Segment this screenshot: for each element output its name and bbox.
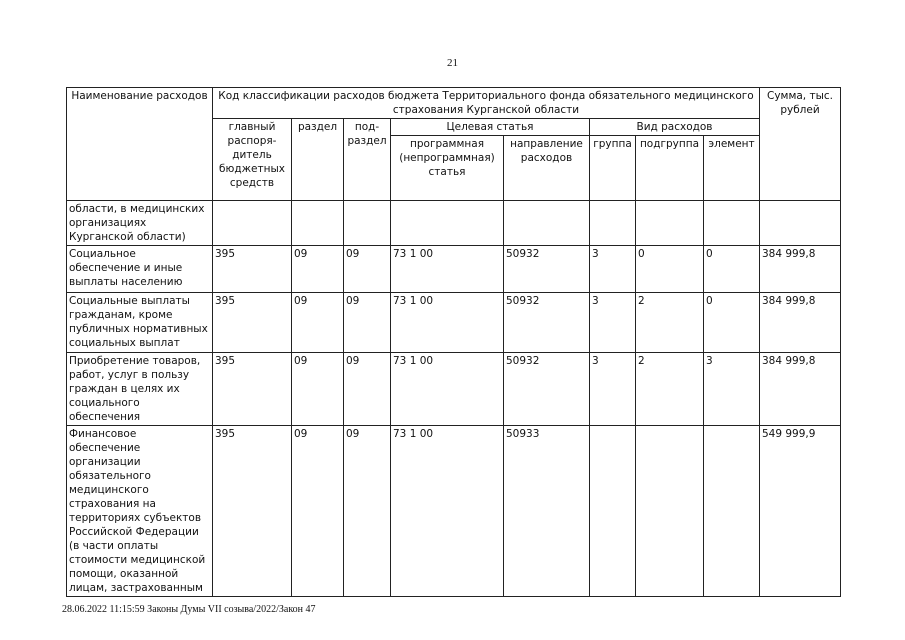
cell-section: 09 (292, 246, 344, 293)
cell-name: Социальное обеспечение и иные выплаты населению (67, 246, 213, 293)
header-subgroup: подгруппа (636, 136, 704, 201)
cell-section (292, 201, 344, 246)
cell-direction: 50932 (504, 353, 590, 426)
cell-chief: 395 (213, 293, 292, 353)
cell-group (590, 201, 636, 246)
cell-direction (504, 201, 590, 246)
cell-element (704, 201, 760, 246)
header-sum: Сумма, тыс. рублей (760, 88, 841, 201)
document-footer: 28.06.2022 11:15:59 Законы Думы VII созыва/2022/Закон 47 (62, 604, 316, 615)
cell-name: Приобретение товаров, работ, услуг в пользу граждан в целях их социального обеспечения (67, 353, 213, 426)
cell-subsection: 09 (344, 293, 391, 353)
table-row (67, 201, 841, 246)
cell-program: 73 1 00 (391, 293, 504, 353)
cell-sum: 384 999,8 (760, 293, 841, 353)
header-program: программная (непрограммная) статья (391, 136, 504, 201)
header-name: Наименование расходов (67, 88, 213, 201)
cell-subsection: 09 (344, 246, 391, 293)
cell-element: 3 (704, 353, 760, 426)
cell-direction: 50933 (504, 426, 590, 597)
cell-program: 73 1 00 (391, 426, 504, 597)
budget-table (66, 87, 841, 597)
cell-chief: 395 (213, 246, 292, 293)
cell-sum (760, 201, 841, 246)
cell-group: 3 (590, 293, 636, 353)
cell-section: 09 (292, 353, 344, 426)
cell-program: 73 1 00 (391, 353, 504, 426)
header-section: раздел (292, 119, 344, 201)
cell-program (391, 201, 504, 246)
cell-group (590, 426, 636, 597)
header-element: элемент (704, 136, 760, 201)
header-group: группа (590, 136, 636, 201)
cell-subgroup (636, 201, 704, 246)
header-target: Целевая статья (391, 119, 590, 136)
page-number: 21 (447, 57, 458, 69)
cell-section: 09 (292, 293, 344, 353)
cell-chief: 395 (213, 353, 292, 426)
cell-element: 0 (704, 293, 760, 353)
cell-subgroup: 0 (636, 246, 704, 293)
table-row (67, 353, 841, 426)
cell-subgroup: 2 (636, 353, 704, 426)
cell-subsection: 09 (344, 426, 391, 597)
table-row (67, 246, 841, 293)
header-subsection: под-раздел (344, 119, 391, 201)
header-chief: главный распоря-дитель бюджетных средств (213, 119, 292, 201)
header-code-group: Код классификации расходов бюджета Территориального фонда обязательного медицинского страхования Курганской области (213, 88, 760, 119)
cell-program: 73 1 00 (391, 246, 504, 293)
cell-name: Финансовое обеспечение организации обязательного медицинского страхования на территориях субъектов Российской Федерации (в части оплаты стоимости медицинской помощи, оказанной лицам, застрахованным (67, 426, 213, 597)
cell-group: 3 (590, 353, 636, 426)
cell-sum: 549 999,9 (760, 426, 841, 597)
cell-subgroup (636, 426, 704, 597)
cell-subsection: 09 (344, 353, 391, 426)
cell-chief: 395 (213, 426, 292, 597)
cell-sum: 384 999,8 (760, 246, 841, 293)
cell-chief (213, 201, 292, 246)
cell-section: 09 (292, 426, 344, 597)
cell-element: 0 (704, 246, 760, 293)
cell-element (704, 426, 760, 597)
table-row (67, 426, 841, 597)
cell-direction: 50932 (504, 246, 590, 293)
header-exp-type: Вид расходов (590, 119, 760, 136)
cell-name: Социальные выплаты гражданам, кроме публичных нормативных социальных выплат (67, 293, 213, 353)
cell-subsection (344, 201, 391, 246)
table-row (67, 293, 841, 353)
header-direction: направление расходов (504, 136, 590, 201)
cell-direction: 50932 (504, 293, 590, 353)
cell-group: 3 (590, 246, 636, 293)
cell-sum: 384 999,8 (760, 353, 841, 426)
cell-name: области, в медицинских организациях Курганской области) (67, 201, 213, 246)
cell-subgroup: 2 (636, 293, 704, 353)
